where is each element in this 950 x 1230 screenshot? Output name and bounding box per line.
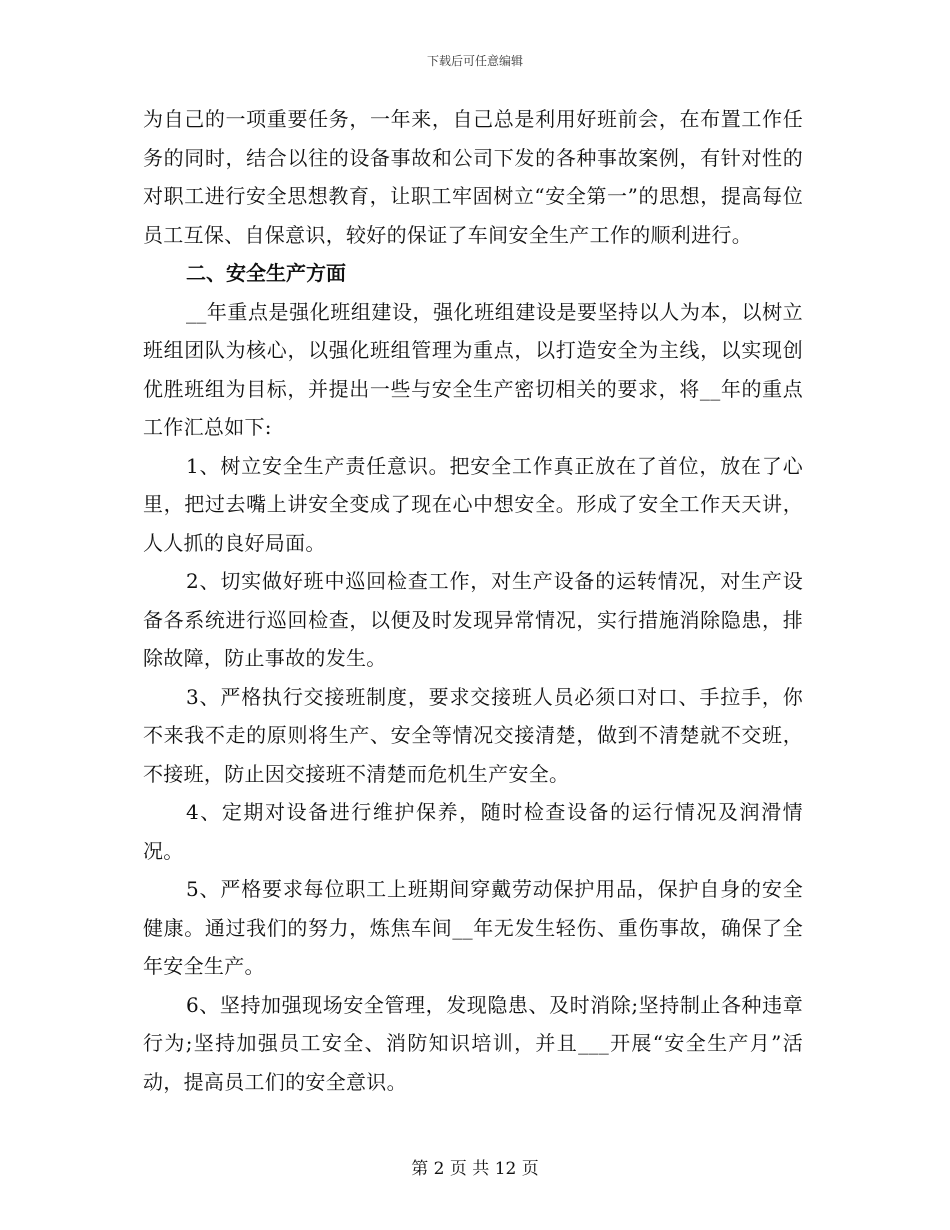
- page-number-footer: 第 2 页 共 12 页: [411, 1159, 539, 1179]
- document-body: [143, 100, 803, 1101]
- list-item-3: 3、严格执行交接班制度，要求交接班人员必须口对口、手拉手，你不来我不走的原则将生产、安全等情况交接清楚，做到不清楚就不交班，不接班，防止因交接班不清楚而危机生产安全。: [143, 684, 803, 786]
- section-heading: 二、安全生产方面: [186, 261, 346, 285]
- list-item-1: 1、树立安全生产责任意识。把安全工作真正放在了首位，放在了心里，把过去嘴上讲安全变成了现在心中想安全。形成了安全工作天天讲，人人抓的良好局面。: [143, 453, 803, 555]
- paragraph-intro: __年重点是强化班组建设，强化班组建设是要坚持以人为本，以树立班组团队为核心，以强化班组管理为重点，以打造安全为主线，以实现创优胜班组为目标，并提出一些与安全生产密切相关的要求，将__年的重点工作汇总如下:: [143, 299, 803, 439]
- paragraph-continuation: 为自己的一项重要任务，一年来，自己总是利用好班前会，在布置工作任务的同时，结合以往的设备事故和公司下发的各种事故案例，有针对性的对职工进行安全思想教育，让职工牢固树立“安全第一”的思想，提高每位员工互保、自保意识，较好的保证了车间安全生产工作的顺利进行。: [143, 107, 803, 247]
- list-item-4: 4、定期对设备进行维护保养，随时检查设备的运行情况及润滑情况。: [143, 800, 803, 863]
- page-header: 下载后可任意编辑: [426, 54, 523, 68]
- list-item-2: 2、切实做好班中巡回检查工作，对生产设备的运转情况，对生产设备各系统进行巡回检查，以便及时发现异常情况，实行措施消除隐患，排除故障，防止事故的发生。: [143, 569, 803, 670]
- list-item-6: 6、坚持加强现场安全管理，发现隐患、及时消除;坚持制止各种违章行为;坚持加强员工安全、消防知识培训，并且___开展“安全生产月”活动，提高员工们的安全意识。: [143, 992, 803, 1094]
- list-item-5: 5、严格要求每位职工上班期间穿戴劳动保护用品，保护自身的安全健康。通过我们的努力，炼焦车间__年无发生轻伤、重伤事故，确保了全年安全生产。: [143, 877, 803, 978]
